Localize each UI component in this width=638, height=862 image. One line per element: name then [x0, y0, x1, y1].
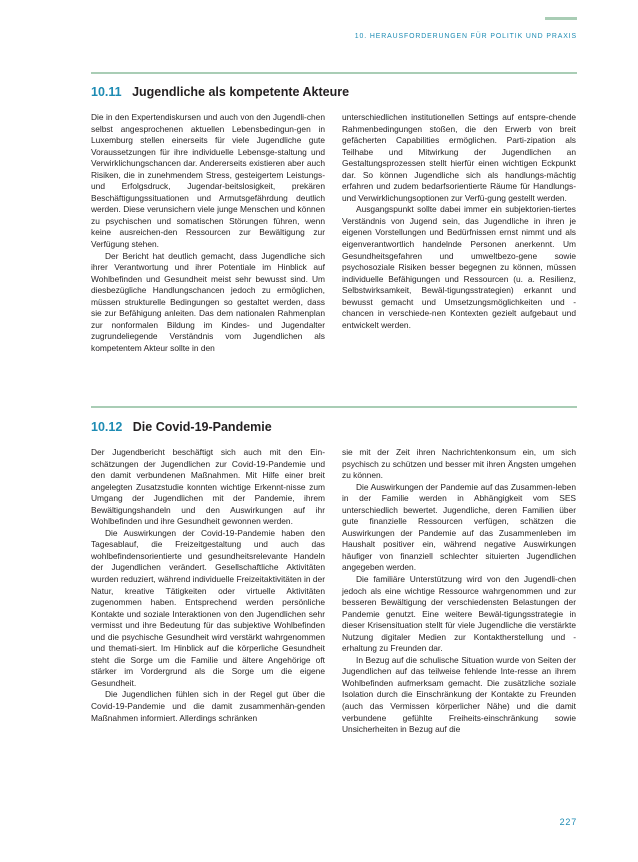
section-heading-1 [91, 85, 349, 99]
paragraph: Ausgangspunkt sollte dabei immer ein subjektorien-tiertes Verständnis von Jugend sein, das Jugendliche in ihren je eigenen Vorstellungen und Bedürfnissen ernst nimmt und als eigenverantwortlich handelnde Personen anerkennt. Um Gesundheitsgefahren und umweltbezo-gene sowie psychosoziale Risiken besser begegnen zu können, müssen individuelle Befähigungen und Ressourcen (u. a. Resilienz, Selbstwirksamkeit, Bewäl-tigungsstrategien) erkannt und bewusst gemacht und Umsetzungsmöglichkeiten und -chancen in verschiede-nen Kontexten gezielt aufgebaut und entwickelt werden. [342, 204, 576, 330]
paragraph: sie mit der Zeit ihren Nachrichtenkonsum ein, um sich psychisch zu schützen und besser mit ihren Ängsten umgehen zu können. [342, 447, 576, 481]
section-1-right-column [342, 112, 576, 331]
section-number: 10.12 [91, 420, 123, 434]
paragraph: Die in den Expertendiskursen und auch von den Jugendli-chen selbst angesprochenen aktuellen Lebensbedingun-gen in Luxemburg stellen einerseits für viele Jugendliche gute Voraussetzungen für ihre individuelle Lebensge-staltung und Verwirklichungschancen dar. Andererseits existieren aber auch Risiken, die in zunehmendem Stress, gesteigertem Leistungs- und Erfolgsdruck, Jugendar-beitslosigkeit, prekären Beschäftigungssituationen und Armutsgefährdung deutlich werden. Diese verunsichern viele junge Menschen und können zu psychischen und somatischen Störungen führen, wenn keine ausreichen-den Ressourcen zur Bewältigung zur Verfügung stehen. [91, 112, 325, 250]
section-1-left-column [91, 112, 325, 354]
top-accent-bar [545, 17, 577, 20]
section-number: 10.11 [91, 85, 122, 99]
running-header: 10. HERAUSFORDERUNGEN FÜR POLITIK UND PRAXIS [354, 33, 577, 40]
section-2-left-column [91, 447, 325, 724]
section-rule-1 [91, 72, 577, 74]
section-rule-2 [91, 406, 577, 408]
paragraph: Die Jugendlichen fühlen sich in der Regel gut über die Covid-19-Pandemie und die damit zusammenhän-genden Maßnahmen informiert. Allerdings schränken [91, 689, 325, 723]
page-number: 227 [559, 817, 577, 827]
paragraph: In Bezug auf die schulische Situation wurde von Seiten der Jugendlichen auf das teilweise fehlende Inte-resse an ihrem Wohlbefinden aufmerksam gemacht. Die zusätzliche soziale Isolation durch die Einschränkung der Kontakte zu Freunden (auch das Vermissen körperlicher Nähe) und die damit verbundene gefühlte Freiheits-einschränkung sowie Unsicherheiten in Bezug auf die [342, 654, 576, 735]
section-heading-2 [91, 420, 272, 434]
paragraph: Der Bericht hat deutlich gemacht, dass Jugendliche sich ihrer Verantwortung und ihrer Potentiale im Hinblick auf Wohlbefinden und Gesundheit meist sehr bewusst sind. Um diesbezügliche Handlungschancen jedoch zu ermöglichen, müssen strukturelle Bedingungen so gestaltet werden, dass sie zur Befähigung anleiten. Das dem nationalen Rahmenplan zur nonformalen Bildung im Kindes- und Jugendalter zugrundeliegende Verständnis vom Jugendlichen als kompetentem Akteur sollte in den [91, 250, 325, 353]
section-title: Jugendliche als kompetente Akteure [132, 85, 350, 99]
paragraph: Die Auswirkungen der Pandemie auf das Zusammen-leben in der Familie werden in Abhängigkeit vom SES unterschiedlich bewertet. Jugendliche, deren Familien über gute finanzielle Ressourcen verfügen, schätzen die Auswirkungen der Pandemie auf das Zusammenleben im Haushalt positiver ein, während negative Auswirkungen häufiger von finanziell schlechter situierten Jugendlichen angegeben werden. [342, 481, 576, 573]
paragraph: Die familiäre Unterstützung wird von den Jugendli-chen jedoch als eine wichtige Ressource wahrgenommen und zur besseren Bewältigung der verschiedensten Belastungen der Pandemie genutzt. Eine weitere Bewäl-tigungsstrategie in dieser Krisensituation stellt für viele Jugendliche die verstärkte Nutzung digitaler Medien zur Kontaktherstellung und -erhaltung zu Freunden dar. [342, 574, 576, 654]
paragraph: unterschiedlichen institutionellen Settings auf entspre-chende Rahmenbedingungen stoßen, die den Erwerb von breit gefächerten Capabilities ermöglichen. Parti-zipation als Teilhabe und Mitwirkung der Jugendlichen an Gestaltungsprozessen stellt hierfür einen wichtigen Eckpunkt dar. So können Jugendliche sich als handlungs-mächtig erfahren und zudem bedarfsorientierte Räume für Handlungs- und Verwirklichungsoptionen zur Verfü-gung gestellt werden. [342, 112, 576, 203]
paragraph: Der Jugendbericht beschäftigt sich auch mit den Ein-schätzungen der Jugendlichen zur Covid-19-Pandemie und den damit verbundenen Maßnahmen. Mit Hilfe einer breit angelegten Zusatzstudie konnten wichtige Erkennt-nisse zum Umgang der Jugendlichen mit der Pandemie, ihrem Bewältigungshandeln und den Auswirkungen auf ihr Wohlbefinden und ihre Gesundheit gewonnen werden. [91, 447, 325, 527]
section-2-right-column [342, 447, 576, 736]
section-title: Die Covid-19-Pandemie [132, 420, 272, 434]
paragraph: Die Auswirkungen der Covid-19-Pandemie haben den Tagesablauf, die Freizeitgestaltung und auch das wohlbefindensorientierte und gesundheitsrelevante Handeln der Jugendlichen verändert. Gesellschaftliche Aktivitäten wurden reduziert, während individuelle Freizeitaktivitäten in der Natur, kreative Tätigkeiten oder virtuelle Aktivitäten zugenommen haben. Entsprechend werden persönliche Kontakte und soziale Interaktionen von den Jugendlichen sehr vermisst und ihre Bedeutung für das subjektive Wohlbefinden und die psychische Gesundheit wird verstärkt wahrgenommen und themati-siert. Im Hinblick auf die körperliche Gesundheit steht die Sorge um die Familie und ältere Angehörige oft stärker im Vordergrund als die Sorge um die eigene Gesundheit. [91, 527, 325, 688]
